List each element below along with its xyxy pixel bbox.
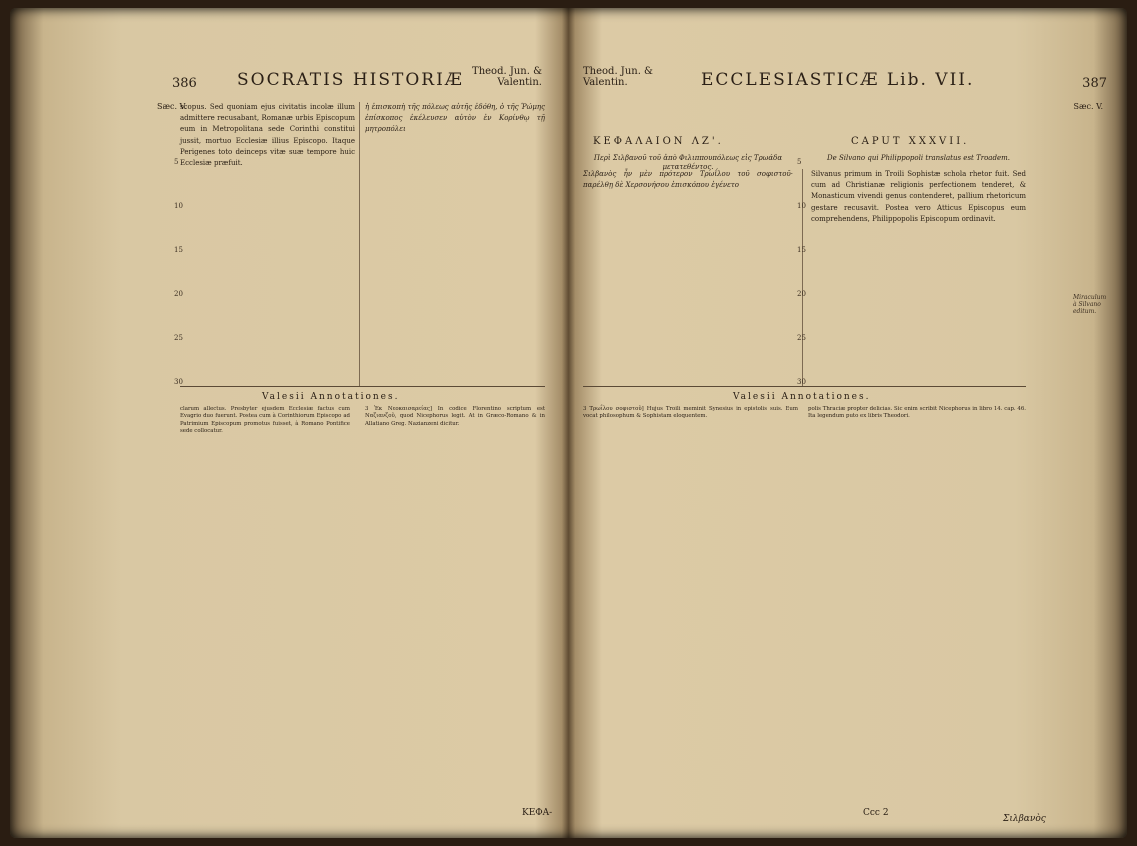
right-page xyxy=(583,66,1107,826)
line-number: 10 xyxy=(174,202,183,210)
line-number: 30 xyxy=(797,378,806,386)
line-number: 20 xyxy=(797,290,806,298)
line-number: 25 xyxy=(174,334,183,342)
line-number: 15 xyxy=(797,246,806,254)
line-number: 10 xyxy=(797,202,806,210)
signature-mark: Ccc 2 xyxy=(863,808,889,818)
left-section-label: Sæc. V. xyxy=(157,102,187,111)
left-running-title: SOCRATIS HISTORIÆ xyxy=(237,70,464,90)
left-running-header xyxy=(32,58,552,98)
line-number: 5 xyxy=(174,158,179,166)
chapter-summary-latin: De Silvano qui Philippopoli translatus est Troadem. xyxy=(827,154,1010,162)
chapter-heading-greek: ΚΕΦΑΛΑΙΟΝ ΛΖ'. xyxy=(593,136,724,147)
line-number: 30 xyxy=(174,378,183,386)
left-notes-column-a: clarum allectus. Presbyter ejusdem Ecclesiæ factus cum Evagrio duo fuerunt. Postea cum à Corinthiorum Episcopo ad Patrimium Episcopum promotus fuisset, à Romano Pontifice sede collocatur. xyxy=(180,406,350,435)
right-notes-column-b: polis Thraciæ propter delicias. Sic enim scribit Nicephorus in libro 14. cap. 46. Ita legendum puto ex libris Theodori. xyxy=(808,406,1026,420)
left-notes-column-b: 3 Ἐκ Νεοκαισαρείας] In codice Florentino scriptum est Ναζιανζοῦ, quod Nicephorus legit. At in Græco-Romano & in Allatiano Greg. Nazianzeni dicitur. xyxy=(365,406,545,427)
line-number: 25 xyxy=(797,334,806,342)
left-page-number: 386 xyxy=(172,76,197,91)
chapter-summary-greek: Περὶ Σιλβανοῦ τοῦ ἀπὸ Φιλιππουπόλεως εἰς Τρωάδα μετατεθέντος. xyxy=(593,154,783,171)
right-annotation-rule xyxy=(583,386,1026,387)
left-annotations-title: Valesii Annotationes. xyxy=(262,392,400,402)
right-notes-column-a: 3 Τρωΐλου σοφιστοῦ] Hujus Troili meminit Synesius in epistolis suis. Eum vocat philosophum & Sophistam eloquentem. xyxy=(583,406,798,420)
right-greek-text: Σιλβανὸς ἦν μὲν πρότερον Τρωΐλου τοῦ σοφιστοῦ· παρέλθῃ δὲ Χερσονήσου ἐπισκόπου ἐγένετο xyxy=(583,170,793,190)
right-page-number: 387 xyxy=(1082,76,1107,91)
line-number: 5 xyxy=(797,158,802,166)
right-greek-column xyxy=(583,169,793,191)
left-latin-column xyxy=(180,102,355,359)
open-book xyxy=(10,8,1127,838)
left-catchword: ΚΕΦΑ- xyxy=(522,808,553,818)
right-running-title: ECCLESIASTICÆ Lib. VII. xyxy=(701,70,975,90)
right-catchword: Σιλβανὸς xyxy=(1003,814,1046,824)
left-greek-text: ἡ ἐπισκοπὴ τῆς πόλεως αὐτῆς ἐδόθη, ὁ τῆς Ῥώμης ἐπίσκοπος ἐκέλευσεν αὐτὸν ἐν Κορίνθῳ τῇ μητροπόλει xyxy=(365,103,545,134)
left-running-sub: Theod. Jun. & Valentin. xyxy=(472,66,542,88)
left-column-divider xyxy=(359,102,360,386)
line-number: 20 xyxy=(174,290,183,298)
left-latin-text: scopus. Sed quoniam ejus civitatis incolæ illum admittere recusabant, Romanæ urbis Episcopum eum in Metropolitana sede Corinthi constitui jussit, mortuo Ecclesiæ illius Episcopo. Itaque Perigenes toto deinceps vitæ suæ tempore huic Ecclesiæ præfuit. xyxy=(180,103,355,168)
line-number: 15 xyxy=(174,246,183,254)
right-section-label: Sæc. V. xyxy=(1073,102,1103,111)
right-running-header xyxy=(583,58,1107,98)
right-margin-note: Miraculum à Silvano editum. xyxy=(1073,294,1107,315)
right-annotations-title: Valesii Annotationes. xyxy=(733,392,871,402)
right-latin-column xyxy=(811,169,1026,225)
right-latin-text: Silvanus primum in Troili Sophistæ schola rhetor fuit. Sed cum ad Christianæ religionis perfectionem tenderet, & Monasticum vivendi genus contenderet, pallium rhetoricum gestare recusavit. Postea vero Atticus Episcopus eum comprehendens, Philippopolis Episcopum ordinavit. xyxy=(811,170,1026,223)
chapter-heading-latin: CAPUT XXXVII. xyxy=(851,136,970,147)
left-annotation-rule xyxy=(180,386,545,387)
left-page xyxy=(32,66,552,826)
left-greek-column xyxy=(365,102,545,136)
right-running-sub: Theod. Jun. & Valentin. xyxy=(583,66,653,88)
